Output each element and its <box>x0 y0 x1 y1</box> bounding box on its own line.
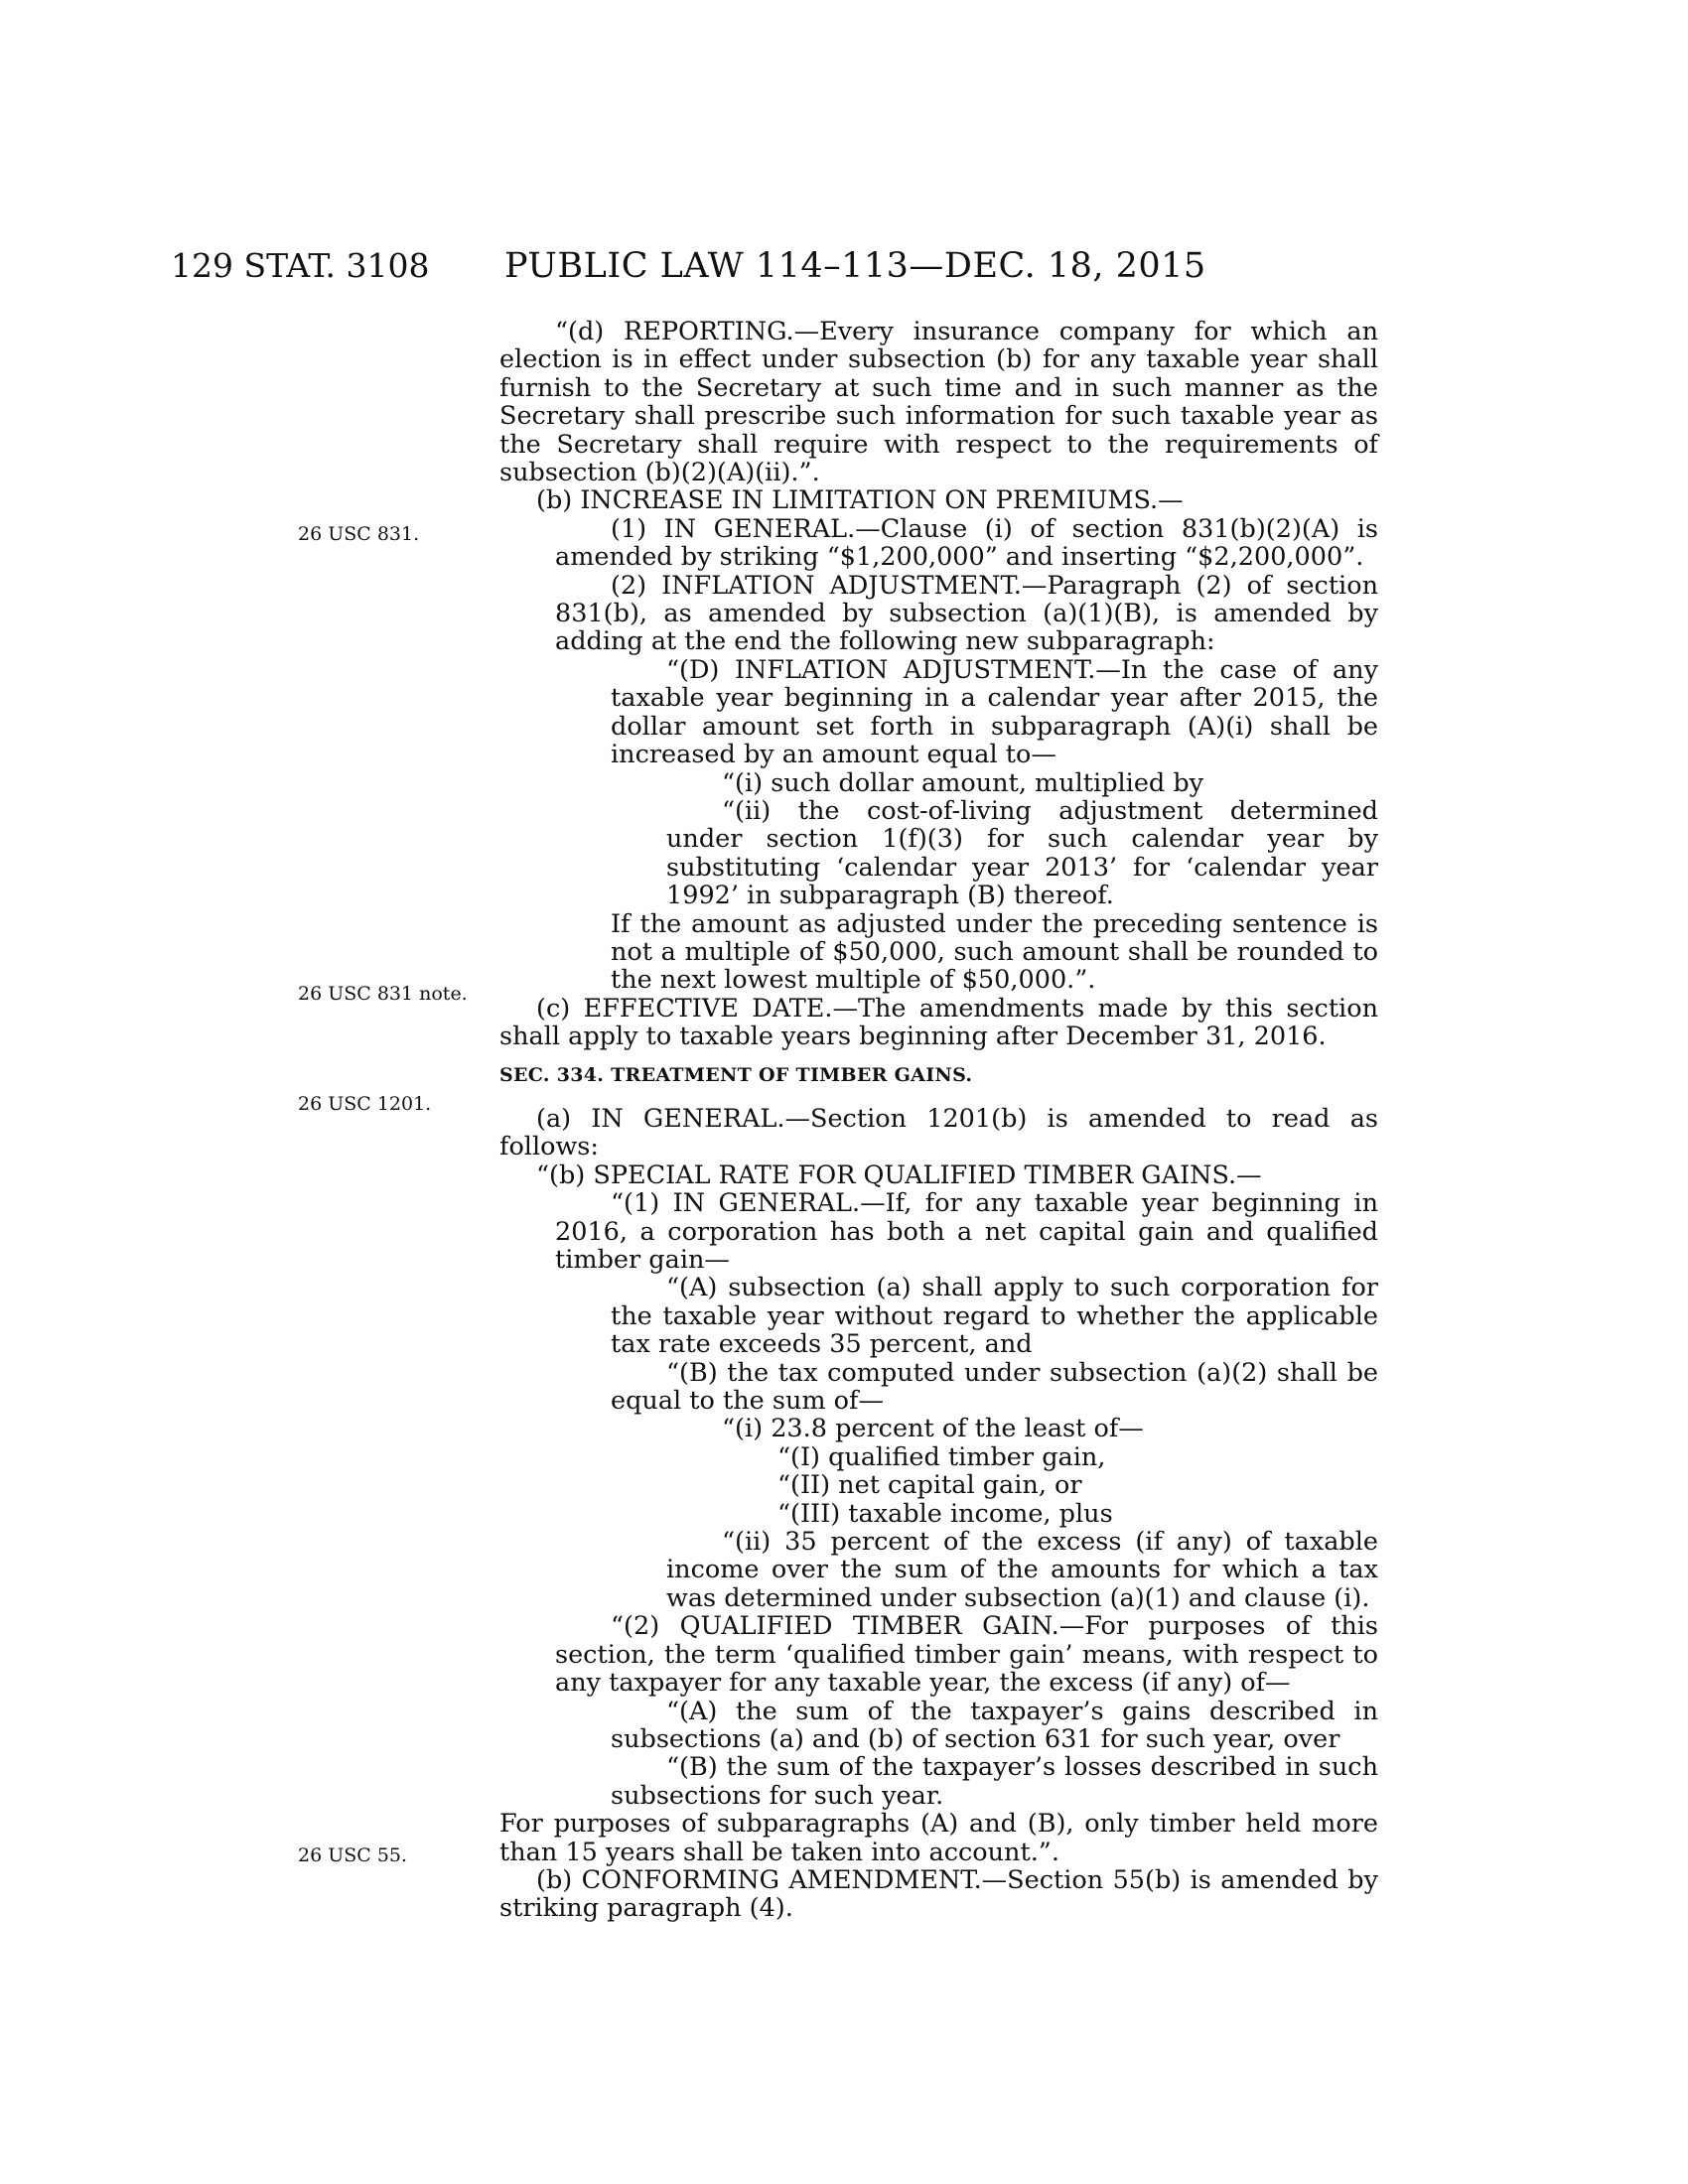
margin-note: 26 USC 1201. <box>298 1093 432 1115</box>
paragraph: (2) INFLATION ADJUSTMENT.—Paragraph (2) of section 831(b), as amended by subsection (a)(1)(B), is amended by adding at the end the following new subparagraph: <box>555 570 1378 657</box>
paragraph: “(A) the sum of the taxpayer’s gains described in subsections (a) and (b) of section 631 for such year, over <box>611 1696 1378 1754</box>
paragraph: (c) EFFECTIVE DATE.—The amendments made by this section shall apply to taxable years beginning after December 31, 2016. <box>499 993 1378 1052</box>
paragraph: “(d) REPORTING.—Every insurance company for which an election is in effect under subsection (b) for any taxable year shall furnish to the Secretary at such time and in such manner as the Secretary shall prescribe such information for such taxable year as the Secretary shall require with respect to the requirements of subsection (b)(2)(A)(ii).”. <box>499 317 1378 488</box>
paragraph: “(B) the tax computed under subsection (a)(2) shall be equal to the sum of— <box>611 1357 1378 1417</box>
section-heading: SEC. 334. TREATMENT OF TIMBER GAINS. <box>499 1063 973 1086</box>
paragraph: “(II) net capital gain, or <box>777 1470 1082 1501</box>
paragraph: “(i) such dollar amount, multiplied by <box>722 767 1204 798</box>
paragraph: (b) INCREASE IN LIMITATION ON PREMIUMS.— <box>536 485 1184 516</box>
law-title: PUBLIC LAW 114–113—DEC. 18, 2015 <box>504 246 1206 286</box>
paragraph: (a) IN GENERAL.—Section 1201(b) is amended to read as follows: <box>499 1103 1378 1162</box>
paragraph: “(B) the sum of the taxpayer’s losses described in such subsections for such year. <box>611 1752 1378 1811</box>
paragraph: “(III) taxable income, plus <box>777 1498 1113 1529</box>
margin-note: 26 USC 55. <box>298 1844 408 1866</box>
margin-note: 26 USC 831. <box>298 523 420 545</box>
margin-note: 26 USC 831 note. <box>298 983 468 1005</box>
paragraph: “(i) 23.8 percent of the least of— <box>722 1414 1144 1444</box>
paragraph: (1) IN GENERAL.—Clause (i) of section 831(b)(2)(A) is amended by striking “$1,200,000” and inserting “$2,200,000”. <box>555 513 1378 573</box>
paragraph: “(D) INFLATION ADJUSTMENT.—In the case of any taxable year beginning in a calendar year after 2015, the dollar amount set forth in subparagraph (A)(i) shall be increased by an amount equal to— <box>611 654 1378 770</box>
paragraph: “(b) SPECIAL RATE FOR QUALIFIED TIMBER GAINS.— <box>536 1160 1262 1190</box>
paragraph: “(A) subsection (a) shall apply to such corporation for the taxable year without regard to whether the applicable tax rate exceeds 35 percent, and <box>611 1273 1378 1360</box>
document-body <box>499 318 1378 1923</box>
paragraph: (b) CONFORMING AMENDMENT.—Section 55(b) is amended by striking paragraph (4). <box>499 1864 1378 1924</box>
paragraph: “(ii) 35 percent of the excess (if any) of taxable income over the sum of the amounts for which a tax was determined under subsection (a)(1) and clause (i). <box>666 1527 1378 1613</box>
stat-reference: 129 STAT. 3108 <box>171 246 430 285</box>
page-header <box>171 246 1362 294</box>
paragraph: For purposes of subparagraphs (A) and (B), only timber held more than 15 years shall be taken into account.”. <box>499 1809 1378 1867</box>
paragraph: “(I) qualified timber gain, <box>777 1441 1106 1472</box>
paragraph: “(2) QUALIFIED TIMBER GAIN.—For purposes of this section, the term ‘qualified timber gain’ means, with respect to any taxpayer for any taxable year, the excess (if any) of— <box>555 1611 1378 1699</box>
paragraph: If the amount as adjusted under the preceding sentence is not a multiple of $50,000, such amount shall be rounded to the next lowest multiple of $50,000.”. <box>611 908 1378 996</box>
paragraph: “(1) IN GENERAL.—If, for any taxable year beginning in 2016, a corporation has both a net capital gain and qualified timber gain— <box>555 1188 1378 1275</box>
paragraph: “(ii) the cost-of-living adjustment determined under section 1(f)(3) for such calendar year by substituting ‘calendar year 2013’ for ‘calendar year 1992’ in subparagraph (B) thereof. <box>666 795 1378 911</box>
